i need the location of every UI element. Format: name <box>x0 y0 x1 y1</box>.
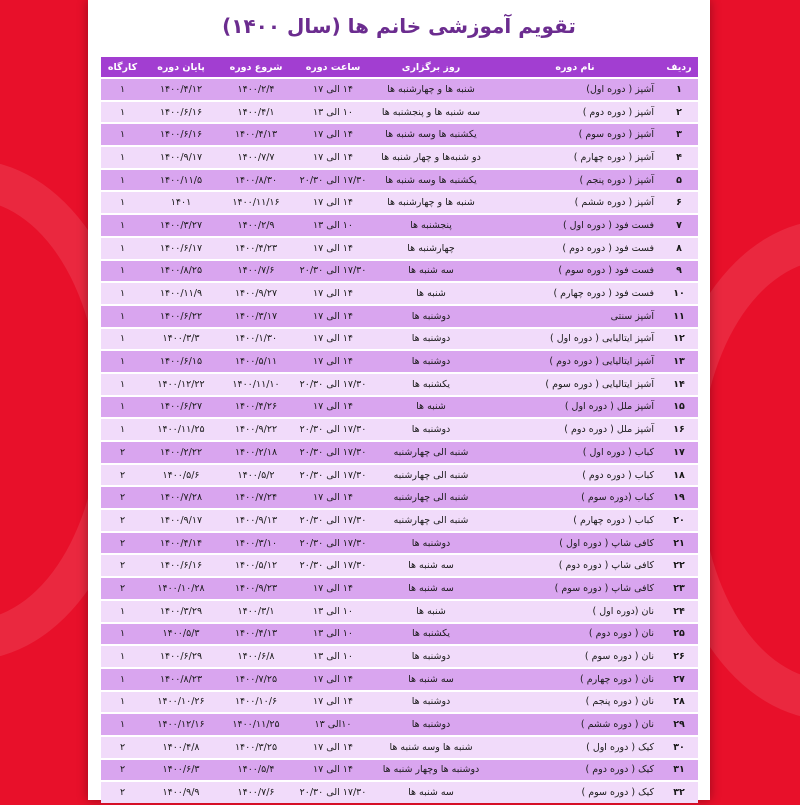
cell-workshop: ۱ <box>101 669 144 690</box>
cell-day: شنبه ها و چهارشنبه ها <box>372 79 490 100</box>
table-row <box>101 306 698 327</box>
cell-workshop: ۲ <box>101 442 144 463</box>
cell-end-date: ۱۴۰۰/۱۱/۹ <box>144 283 218 304</box>
cell-day: سه شنبه ها و پنجشنبه ها <box>372 102 490 123</box>
cell-row-number: ۹ <box>660 261 698 282</box>
cell-end-date: ۱۴۰۰/۹/۹ <box>144 782 218 803</box>
cell-row-number: ۲۶ <box>660 646 698 667</box>
cell-time: ۱۴ الی ۱۷ <box>294 283 372 304</box>
cell-end-date: ۱۴۰۰/۶/۱۵ <box>144 351 218 372</box>
cell-day: یکشنبه ها <box>372 374 490 395</box>
table-row <box>101 555 698 576</box>
cell-end-date: ۱۴۰۰/۱۲/۲۲ <box>144 374 218 395</box>
cell-row-number: ۶ <box>660 192 698 213</box>
cell-end-date: ۱۴۰۰/۶/۱۶ <box>144 102 218 123</box>
cell-day: دوشنبه ها <box>372 533 490 554</box>
cell-day: چهارشنبه ها <box>372 238 490 259</box>
cell-workshop: ۲ <box>101 578 144 599</box>
table-row <box>101 442 698 463</box>
cell-row-number: ۱۸ <box>660 465 698 486</box>
cell-row-number: ۵ <box>660 170 698 191</box>
header-workshop: کارگاه <box>101 57 144 77</box>
table-row <box>101 397 698 418</box>
cell-course-name: کافی شاپ ( دوره اول ) <box>490 533 660 554</box>
cell-workshop: ۱ <box>101 374 144 395</box>
cell-workshop: ۲ <box>101 555 144 576</box>
cell-course-name: آشپز سنتی <box>490 306 660 327</box>
cell-workshop: ۱ <box>101 306 144 327</box>
cell-day: شنبه الی چهارشنبه <box>372 487 490 508</box>
cell-time: ۱۷/۳۰ الی ۲۰/۳۰ <box>294 419 372 440</box>
cell-row-number: ۱۷ <box>660 442 698 463</box>
cell-end-date: ۱۴۰۰/۶/۲۷ <box>144 397 218 418</box>
cell-time: ۱۴ الی ۱۷ <box>294 79 372 100</box>
cell-end-date: ۱۴۰۰/۶/۲۹ <box>144 646 218 667</box>
cell-time: ۱۴ الی ۱۷ <box>294 238 372 259</box>
header-end-date: پایان دوره <box>144 57 218 77</box>
cell-row-number: ۱۲ <box>660 329 698 350</box>
cell-course-name: کباب ( دوره اول ) <box>490 442 660 463</box>
cell-workshop: ۲ <box>101 782 144 803</box>
cell-workshop: ۱ <box>101 419 144 440</box>
cell-day: سه شنبه ها <box>372 555 490 576</box>
cell-time: ۱۰الی ۱۳ <box>294 714 372 735</box>
cell-course-name: کیک ( دوره سوم ) <box>490 782 660 803</box>
table-row <box>101 465 698 486</box>
table-row <box>101 124 698 145</box>
cell-time: ۱۴ الی ۱۷ <box>294 329 372 350</box>
cell-start-date: ۱۴۰۰/۵/۱۱ <box>218 351 294 372</box>
cell-start-date: ۱۴۰۰/۸/۳۰ <box>218 170 294 191</box>
cell-end-date: ۱۴۰۰/۴/۱۲ <box>144 79 218 100</box>
cell-course-name: آشپز ( دوره اول) <box>490 79 660 100</box>
cell-end-date: ۱۴۰۰/۱۲/۱۶ <box>144 714 218 735</box>
cell-end-date: ۱۴۰۰/۱۰/۲۶ <box>144 692 218 713</box>
cell-course-name: آشپز ملل ( دوره اول ) <box>490 397 660 418</box>
table-row <box>101 374 698 395</box>
cell-start-date: ۱۴۰۰/۲/۱۸ <box>218 442 294 463</box>
cell-day: سه شنبه ها <box>372 578 490 599</box>
cell-workshop: ۱ <box>101 624 144 645</box>
cell-workshop: ۱ <box>101 601 144 622</box>
cell-start-date: ۱۴۰۰/۴/۲۳ <box>218 238 294 259</box>
cell-day: شنبه الی چهارشنبه <box>372 442 490 463</box>
cell-workshop: ۱ <box>101 102 144 123</box>
cell-start-date: ۱۴۰۰/۴/۱۳ <box>218 624 294 645</box>
schedule-sheet <box>88 0 710 800</box>
table-row <box>101 215 698 236</box>
cell-day: یکشنبه ها وسه شنبه ها <box>372 170 490 191</box>
cell-end-date: ۱۴۰۰/۶/۱۶ <box>144 124 218 145</box>
cell-workshop: ۲ <box>101 465 144 486</box>
cell-course-name: فست فود ( دوره چهارم ) <box>490 283 660 304</box>
cell-start-date: ۱۴۰۰/۴/۱۳ <box>218 124 294 145</box>
cell-start-date: ۱۴۰۰/۱۱/۱۰ <box>218 374 294 395</box>
header-start-date: شروع دوره <box>218 57 294 77</box>
cell-row-number: ۱۰ <box>660 283 698 304</box>
cell-workshop: ۲ <box>101 487 144 508</box>
cell-row-number: ۳۱ <box>660 760 698 781</box>
cell-course-name: کباب ( دوره دوم ) <box>490 465 660 486</box>
cell-workshop: ۱ <box>101 351 144 372</box>
cell-end-date: ۱۴۰۰/۱۱/۲۵ <box>144 419 218 440</box>
table-header-row <box>101 57 698 77</box>
cell-day: شنبه الی چهارشنبه <box>372 465 490 486</box>
cell-workshop: ۱ <box>101 329 144 350</box>
cell-workshop: ۲ <box>101 533 144 554</box>
cell-day: دوشنبه ها <box>372 306 490 327</box>
cell-time: ۱۷/۳۰ الی ۲۰/۳۰ <box>294 533 372 554</box>
cell-row-number: ۲۸ <box>660 692 698 713</box>
cell-row-number: ۲۳ <box>660 578 698 599</box>
cell-course-name: فست فود ( دوره دوم ) <box>490 238 660 259</box>
cell-day: دوشنبه ها <box>372 714 490 735</box>
cell-time: ۱۷/۳۰ الی ۲۰/۳۰ <box>294 782 372 803</box>
cell-time: ۱۷/۳۰ الی ۲۰/۳۰ <box>294 555 372 576</box>
cell-start-date: ۱۴۰۰/۷/۲۵ <box>218 669 294 690</box>
cell-workshop: ۱ <box>101 147 144 168</box>
cell-course-name: نان (دوره اول ) <box>490 601 660 622</box>
cell-time: ۱۷/۳۰ الی ۲۰/۳۰ <box>294 374 372 395</box>
cell-course-name: آشپز ایتالیایی ( دوره سوم ) <box>490 374 660 395</box>
cell-end-date: ۱۴۰۰/۶/۳ <box>144 760 218 781</box>
cell-day: شنبه ها وسه شنبه ها <box>372 737 490 758</box>
header-day: روز برگزاری <box>372 57 490 77</box>
cell-course-name: آشپز ایتالیایی ( دوره دوم ) <box>490 351 660 372</box>
table-row <box>101 283 698 304</box>
cell-workshop: ۱ <box>101 192 144 213</box>
cell-time: ۱۴ الی ۱۷ <box>294 306 372 327</box>
cell-day: شنبه الی چهارشنبه <box>372 510 490 531</box>
table-row <box>101 510 698 531</box>
cell-start-date: ۱۴۰۰/۲/۹ <box>218 215 294 236</box>
cell-end-date: ۱۴۰۱ <box>144 192 218 213</box>
cell-start-date: ۱۴۰۰/۳/۱۰ <box>218 533 294 554</box>
cell-course-name: نان ( دوره دوم ) <box>490 624 660 645</box>
cell-time: ۱۷/۳۰ الی ۲۰/۳۰ <box>294 442 372 463</box>
cell-day: دوشنبه ها <box>372 692 490 713</box>
table-row <box>101 238 698 259</box>
cell-end-date: ۱۴۰۰/۵/۳ <box>144 624 218 645</box>
cell-workshop: ۱ <box>101 397 144 418</box>
cell-end-date: ۱۴۰۰/۱۱/۵ <box>144 170 218 191</box>
cell-course-name: آشپز ( دوره پنجم ) <box>490 170 660 191</box>
table-row <box>101 79 698 100</box>
cell-start-date: ۱۴۰۰/۱۱/۱۶ <box>218 192 294 213</box>
cell-end-date: ۱۴۰۰/۳/۳ <box>144 329 218 350</box>
table-row <box>101 692 698 713</box>
cell-course-name: کیک ( دوره دوم ) <box>490 760 660 781</box>
cell-day: دوشنبه ها <box>372 351 490 372</box>
cell-row-number: ۳ <box>660 124 698 145</box>
cell-day: دوشنبه ها وچهار شنبه ها <box>372 760 490 781</box>
cell-row-number: ۲۵ <box>660 624 698 645</box>
cell-workshop: ۱ <box>101 124 144 145</box>
cell-time: ۱۴ الی ۱۷ <box>294 147 372 168</box>
cell-course-name: نان ( دوره سوم ) <box>490 646 660 667</box>
cell-start-date: ۱۴۰۰/۷/۶ <box>218 782 294 803</box>
cell-row-number: ۲۷ <box>660 669 698 690</box>
cell-workshop: ۱ <box>101 215 144 236</box>
cell-row-number: ۱۶ <box>660 419 698 440</box>
cell-workshop: ۱ <box>101 170 144 191</box>
cell-time: ۱۴ الی ۱۷ <box>294 397 372 418</box>
table-row <box>101 147 698 168</box>
cell-end-date: ۱۴۰۰/۴/۸ <box>144 737 218 758</box>
cell-day: دوشنبه ها <box>372 419 490 440</box>
cell-workshop: ۱ <box>101 238 144 259</box>
cell-time: ۱۴ الی ۱۷ <box>294 351 372 372</box>
cell-row-number: ۲۹ <box>660 714 698 735</box>
cell-end-date: ۱۴۰۰/۱۰/۲۸ <box>144 578 218 599</box>
cell-start-date: ۱۴۰۰/۳/۲۵ <box>218 737 294 758</box>
cell-time: ۱۷/۳۰ الی ۲۰/۳۰ <box>294 510 372 531</box>
cell-start-date: ۱۴۰۰/۶/۸ <box>218 646 294 667</box>
cell-end-date: ۱۴۰۰/۶/۱۶ <box>144 555 218 576</box>
header-course-name: نام دوره <box>490 57 660 77</box>
cell-row-number: ۱۱ <box>660 306 698 327</box>
cell-start-date: ۱۴۰۰/۱۱/۲۵ <box>218 714 294 735</box>
cell-end-date: ۱۴۰۰/۲/۲۲ <box>144 442 218 463</box>
page-title: تقویم آموزشی خانم ها (سال ۱۴۰۰) <box>222 14 576 38</box>
cell-course-name: کباب ( دوره چهارم ) <box>490 510 660 531</box>
table-row <box>101 646 698 667</box>
cell-course-name: آشپز ایتالیایی ( دوره اول ) <box>490 329 660 350</box>
cell-start-date: ۱۴۰۰/۵/۲ <box>218 465 294 486</box>
table-row <box>101 487 698 508</box>
cell-time: ۱۷/۳۰ الی ۲۰/۳۰ <box>294 170 372 191</box>
cell-course-name: فست فود ( دوره سوم ) <box>490 261 660 282</box>
cell-row-number: ۲۰ <box>660 510 698 531</box>
cell-end-date: ۱۴۰۰/۵/۶ <box>144 465 218 486</box>
cell-course-name: آشپز ( دوره سوم ) <box>490 124 660 145</box>
cell-row-number: ۱ <box>660 79 698 100</box>
cell-workshop: ۱ <box>101 79 144 100</box>
cell-start-date: ۱۴۰۰/۴/۲۶ <box>218 397 294 418</box>
cell-day: سه شنبه ها <box>372 669 490 690</box>
cell-start-date: ۱۴۰۰/۵/۱۲ <box>218 555 294 576</box>
cell-day: شنبه ها <box>372 283 490 304</box>
cell-end-date: ۱۴۰۰/۶/۱۷ <box>144 238 218 259</box>
cell-time: ۱۴ الی ۱۷ <box>294 487 372 508</box>
table-row <box>101 624 698 645</box>
cell-workshop: ۲ <box>101 760 144 781</box>
cell-row-number: ۱۳ <box>660 351 698 372</box>
cell-workshop: ۲ <box>101 737 144 758</box>
cell-row-number: ۲۴ <box>660 601 698 622</box>
cell-end-date: ۱۴۰۰/۳/۲۹ <box>144 601 218 622</box>
cell-day: سه شنبه ها <box>372 261 490 282</box>
table-row <box>101 102 698 123</box>
cell-start-date: ۱۴۰۰/۹/۲۳ <box>218 578 294 599</box>
cell-day: دوشنبه ها <box>372 329 490 350</box>
cell-start-date: ۱۴۰۰/۱/۳۰ <box>218 329 294 350</box>
cell-workshop: ۱ <box>101 646 144 667</box>
table-row <box>101 714 698 735</box>
cell-row-number: ۸ <box>660 238 698 259</box>
cell-day: شنبه ها و چهارشنبه ها <box>372 192 490 213</box>
table-row <box>101 329 698 350</box>
cell-workshop: ۱ <box>101 714 144 735</box>
cell-time: ۱۰ الی ۱۳ <box>294 601 372 622</box>
cell-time: ۱۴ الی ۱۷ <box>294 760 372 781</box>
cell-time: ۱۷/۳۰ الی ۲۰/۳۰ <box>294 261 372 282</box>
table-row <box>101 192 698 213</box>
cell-end-date: ۱۴۰۰/۴/۱۴ <box>144 533 218 554</box>
cell-course-name: نان ( دوره پنجم ) <box>490 692 660 713</box>
cell-start-date: ۱۴۰۰/۱۰/۶ <box>218 692 294 713</box>
cell-start-date: ۱۴۰۰/۷/۲۴ <box>218 487 294 508</box>
table-row <box>101 351 698 372</box>
cell-course-name: کافی شاپ ( دوره سوم ) <box>490 578 660 599</box>
cell-day: پنجشنبه ها <box>372 215 490 236</box>
cell-row-number: ۲۲ <box>660 555 698 576</box>
cell-row-number: ۱۵ <box>660 397 698 418</box>
cell-time: ۱۰ الی ۱۳ <box>294 102 372 123</box>
cell-end-date: ۱۴۰۰/۸/۲۵ <box>144 261 218 282</box>
cell-row-number: ۷ <box>660 215 698 236</box>
table-row <box>101 419 698 440</box>
schedule-table <box>101 55 698 805</box>
cell-day: یکشنبه ها وسه شنبه ها <box>372 124 490 145</box>
cell-day: شنبه ها <box>372 397 490 418</box>
cell-start-date: ۱۴۰۰/۲/۴ <box>218 79 294 100</box>
cell-course-name: کیک ( دوره اول ) <box>490 737 660 758</box>
cell-time: ۱۴ الی ۱۷ <box>294 578 372 599</box>
cell-time: ۱۴ الی ۱۷ <box>294 692 372 713</box>
cell-day: سه شنبه ها <box>372 782 490 803</box>
cell-course-name: فست فود ( دوره اول ) <box>490 215 660 236</box>
cell-start-date: ۱۴۰۰/۳/۱۷ <box>218 306 294 327</box>
cell-course-name: کافی شاپ ( دوره دوم ) <box>490 555 660 576</box>
cell-row-number: ۴ <box>660 147 698 168</box>
cell-course-name: آشپز ( دوره دوم ) <box>490 102 660 123</box>
cell-start-date: ۱۴۰۰/۳/۱ <box>218 601 294 622</box>
cell-end-date: ۱۴۰۰/۹/۱۷ <box>144 147 218 168</box>
cell-course-name: نان ( دوره ششم ) <box>490 714 660 735</box>
cell-course-name: نان ( دوره چهارم ) <box>490 669 660 690</box>
cell-start-date: ۱۴۰۰/۷/۶ <box>218 261 294 282</box>
table-row <box>101 601 698 622</box>
cell-workshop: ۲ <box>101 510 144 531</box>
cell-end-date: ۱۴۰۰/۳/۲۷ <box>144 215 218 236</box>
cell-time: ۱۷/۳۰ الی ۲۰/۳۰ <box>294 465 372 486</box>
cell-day: دو شنبه‌ها و چهار شنبه ها <box>372 147 490 168</box>
table-row <box>101 760 698 781</box>
cell-course-name: آشپز ( دوره چهارم ) <box>490 147 660 168</box>
cell-start-date: ۱۴۰۰/۵/۴ <box>218 760 294 781</box>
table-row <box>101 737 698 758</box>
header-row-number: ردیف <box>660 57 698 77</box>
cell-start-date: ۱۴۰۰/۹/۲۲ <box>218 419 294 440</box>
cell-end-date: ۱۴۰۰/۶/۲۲ <box>144 306 218 327</box>
cell-time: ۱۰ الی ۱۳ <box>294 646 372 667</box>
cell-workshop: ۱ <box>101 692 144 713</box>
cell-row-number: ۳۲ <box>660 782 698 803</box>
cell-start-date: ۱۴۰۰/۹/۲۷ <box>218 283 294 304</box>
table-row <box>101 669 698 690</box>
cell-workshop: ۱ <box>101 283 144 304</box>
cell-time: ۱۰ الی ۱۳ <box>294 624 372 645</box>
cell-workshop: ۱ <box>101 261 144 282</box>
cell-time: ۱۴ الی ۱۷ <box>294 737 372 758</box>
table-row <box>101 170 698 191</box>
cell-course-name: آشپز ملل ( دوره دوم ) <box>490 419 660 440</box>
cell-row-number: ۱۴ <box>660 374 698 395</box>
cell-time: ۱۴ الی ۱۷ <box>294 192 372 213</box>
table-body <box>101 79 698 803</box>
cell-end-date: ۱۴۰۰/۹/۱۷ <box>144 510 218 531</box>
cell-row-number: ۲۱ <box>660 533 698 554</box>
cell-time: ۱۴ الی ۱۷ <box>294 124 372 145</box>
table-row <box>101 261 698 282</box>
cell-start-date: ۱۴۰۰/۴/۱ <box>218 102 294 123</box>
cell-time: ۱۰ الی ۱۳ <box>294 215 372 236</box>
cell-time: ۱۴ الی ۱۷ <box>294 669 372 690</box>
header-time: ساعت دوره <box>294 57 372 77</box>
cell-row-number: ۳۰ <box>660 737 698 758</box>
cell-course-name: کباب (دوره سوم ) <box>490 487 660 508</box>
cell-end-date: ۱۴۰۰/۸/۲۳ <box>144 669 218 690</box>
table-row <box>101 533 698 554</box>
cell-day: دوشنبه ها <box>372 646 490 667</box>
table-row <box>101 578 698 599</box>
cell-end-date: ۱۴۰۰/۷/۲۸ <box>144 487 218 508</box>
cell-day: شنبه ها <box>372 601 490 622</box>
cell-start-date: ۱۴۰۰/۷/۷ <box>218 147 294 168</box>
cell-course-name: آشپز ( دوره ششم ) <box>490 192 660 213</box>
cell-row-number: ۲ <box>660 102 698 123</box>
cell-row-number: ۱۹ <box>660 487 698 508</box>
cell-start-date: ۱۴۰۰/۹/۱۳ <box>218 510 294 531</box>
cell-day: یکشنبه ها <box>372 624 490 645</box>
